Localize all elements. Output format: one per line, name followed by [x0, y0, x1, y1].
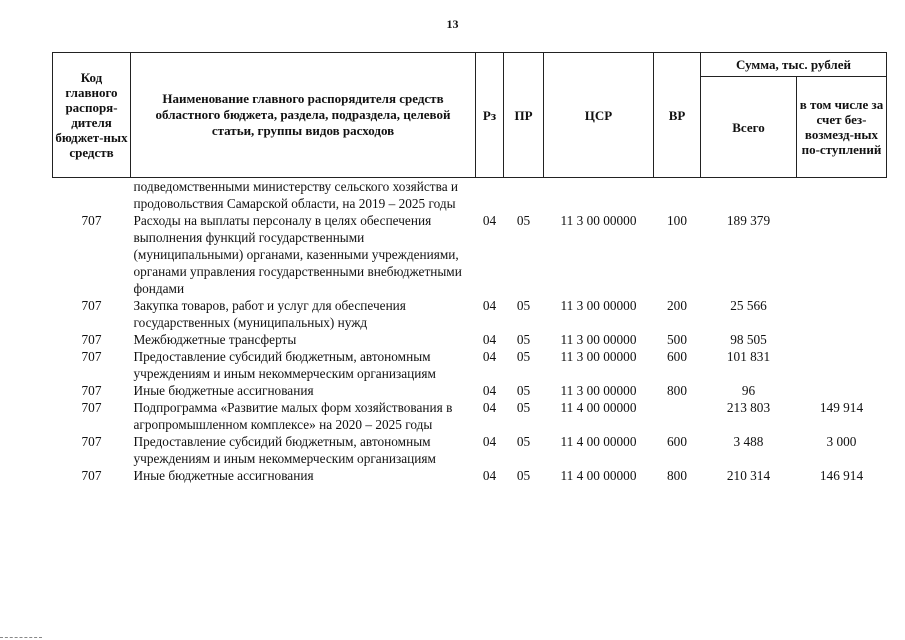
- row-name: подведомственными министерству сельского хозяйства и продовольствия Самарской области, на 2019 – 2025 годы: [133, 179, 459, 211]
- row-rz: 04: [482, 349, 497, 364]
- row-gratuitous: [797, 212, 887, 297]
- budget-table: [52, 52, 887, 484]
- row-csr: [544, 178, 654, 213]
- header-name: Наименование главного распорядителя средств областного бюджета, раздела, подраздела, целевой статьи, группы видов расходов: [131, 53, 476, 178]
- row-name: Иные бюджетные ассигнования: [133, 468, 314, 483]
- table-body: [53, 178, 887, 485]
- row-pr: 05: [516, 400, 531, 415]
- row-pr: 05: [516, 349, 531, 364]
- table-header: [53, 53, 887, 178]
- scan-artifact: [0, 637, 42, 638]
- page-number: 13: [446, 17, 459, 31]
- row-gratuitous: 149 914: [819, 400, 864, 415]
- row-gratuitous: [797, 331, 887, 348]
- table-row: [53, 433, 887, 467]
- row-total: 96: [741, 383, 756, 398]
- header-sum: Сумма, тыс. рублей: [701, 53, 887, 77]
- row-gratuitous: [797, 348, 887, 382]
- table-row: [53, 212, 887, 297]
- row-vr: 600: [667, 349, 687, 364]
- row-rz: 04: [482, 213, 497, 228]
- header-csr: ЦСР: [544, 53, 654, 178]
- row-name: Закупка товаров, работ и услуг для обеспечения государственных (муниципальных) нужд: [133, 298, 406, 330]
- row-code: 707: [81, 349, 102, 364]
- row-vr: 800: [667, 383, 687, 398]
- row-code: 707: [81, 383, 102, 398]
- row-code: 707: [81, 332, 102, 347]
- row-name: Предоставление субсидий бюджетным, автономным учреждениям и иным некоммерческим организациям: [133, 349, 436, 381]
- row-rz: 04: [482, 400, 497, 415]
- table-row: [53, 399, 887, 433]
- table-row: [53, 467, 887, 484]
- row-pr: [504, 178, 544, 213]
- table-row: [53, 348, 887, 382]
- row-code: 707: [81, 434, 102, 449]
- row-name: Предоставление субсидий бюджетным, автономным учреждениям и иным некоммерческим организациям: [133, 434, 436, 466]
- row-pr: 05: [516, 434, 531, 449]
- row-csr: 11 3 00 00000: [560, 383, 637, 398]
- header-gratuitous: в том числе за счет без-возмезд-ных по-ступлений: [797, 77, 887, 178]
- row-gratuitous: [797, 297, 887, 331]
- row-code: 707: [81, 400, 102, 415]
- row-vr: 200: [667, 298, 687, 313]
- row-name: Подпрограмма «Развитие малых форм хозяйствования в агропромышленном комплексе» на 2020 – 2025 годы: [133, 400, 453, 432]
- row-csr: 11 4 00 00000: [560, 434, 637, 449]
- row-code: 707: [81, 468, 102, 483]
- row-total: 25 566: [730, 298, 767, 313]
- row-total: 98 505: [730, 332, 767, 347]
- row-csr: 11 4 00 00000: [560, 468, 637, 483]
- row-vr: 500: [667, 332, 687, 347]
- table-row: [53, 331, 887, 348]
- header-vr: ВР: [654, 53, 701, 178]
- row-rz: 04: [482, 383, 497, 398]
- row-total: 210 314: [726, 468, 771, 483]
- row-code: 707: [81, 213, 102, 228]
- table-row: [53, 178, 887, 213]
- row-vr: [654, 399, 701, 433]
- row-csr: 11 3 00 00000: [560, 349, 637, 364]
- row-name: Межбюджетные трансферты: [133, 332, 297, 347]
- row-vr: 800: [667, 468, 687, 483]
- row-rz: 04: [482, 434, 497, 449]
- row-name: Расходы на выплаты персоналу в целях обеспечения выполнения функций государственными (муниципальными) органами, казенными учреждениями, органами управления государственными внебюджетными фондами: [133, 213, 462, 296]
- row-csr: 11 3 00 00000: [560, 298, 637, 313]
- table-row: [53, 297, 887, 331]
- header-pr: ПР: [504, 53, 544, 178]
- row-total: 189 379: [726, 213, 771, 228]
- row-gratuitous: 146 914: [819, 468, 864, 483]
- header-total: Всего: [701, 77, 797, 178]
- row-rz: 04: [482, 298, 497, 313]
- header-code: Код главного распоря-дителя бюджет-ных средств: [53, 53, 131, 178]
- table-row: [53, 382, 887, 399]
- row-rz: 04: [482, 332, 497, 347]
- row-pr: 05: [516, 332, 531, 347]
- row-pr: 05: [516, 213, 531, 228]
- row-rz: [476, 178, 504, 213]
- row-name: Иные бюджетные ассигнования: [133, 383, 314, 398]
- row-total: 101 831: [726, 349, 771, 364]
- row-code: 707: [81, 298, 102, 313]
- row-gratuitous: 3 000: [826, 434, 857, 449]
- row-vr: 100: [667, 213, 687, 228]
- row-total: 3 488: [733, 434, 764, 449]
- row-pr: 05: [516, 383, 531, 398]
- row-gratuitous: [797, 178, 887, 213]
- row-csr: 11 3 00 00000: [560, 213, 637, 228]
- row-csr: 11 4 00 00000: [560, 400, 637, 415]
- row-code: [53, 178, 131, 213]
- row-vr: 600: [667, 434, 687, 449]
- header-rz: Рз: [476, 53, 504, 178]
- row-vr: [654, 178, 701, 213]
- row-total: [701, 178, 797, 213]
- row-pr: 05: [516, 298, 531, 313]
- row-total: 213 803: [726, 400, 771, 415]
- row-csr: 11 3 00 00000: [560, 332, 637, 347]
- row-rz: 04: [482, 468, 497, 483]
- row-gratuitous: [797, 382, 887, 399]
- row-pr: 05: [516, 468, 531, 483]
